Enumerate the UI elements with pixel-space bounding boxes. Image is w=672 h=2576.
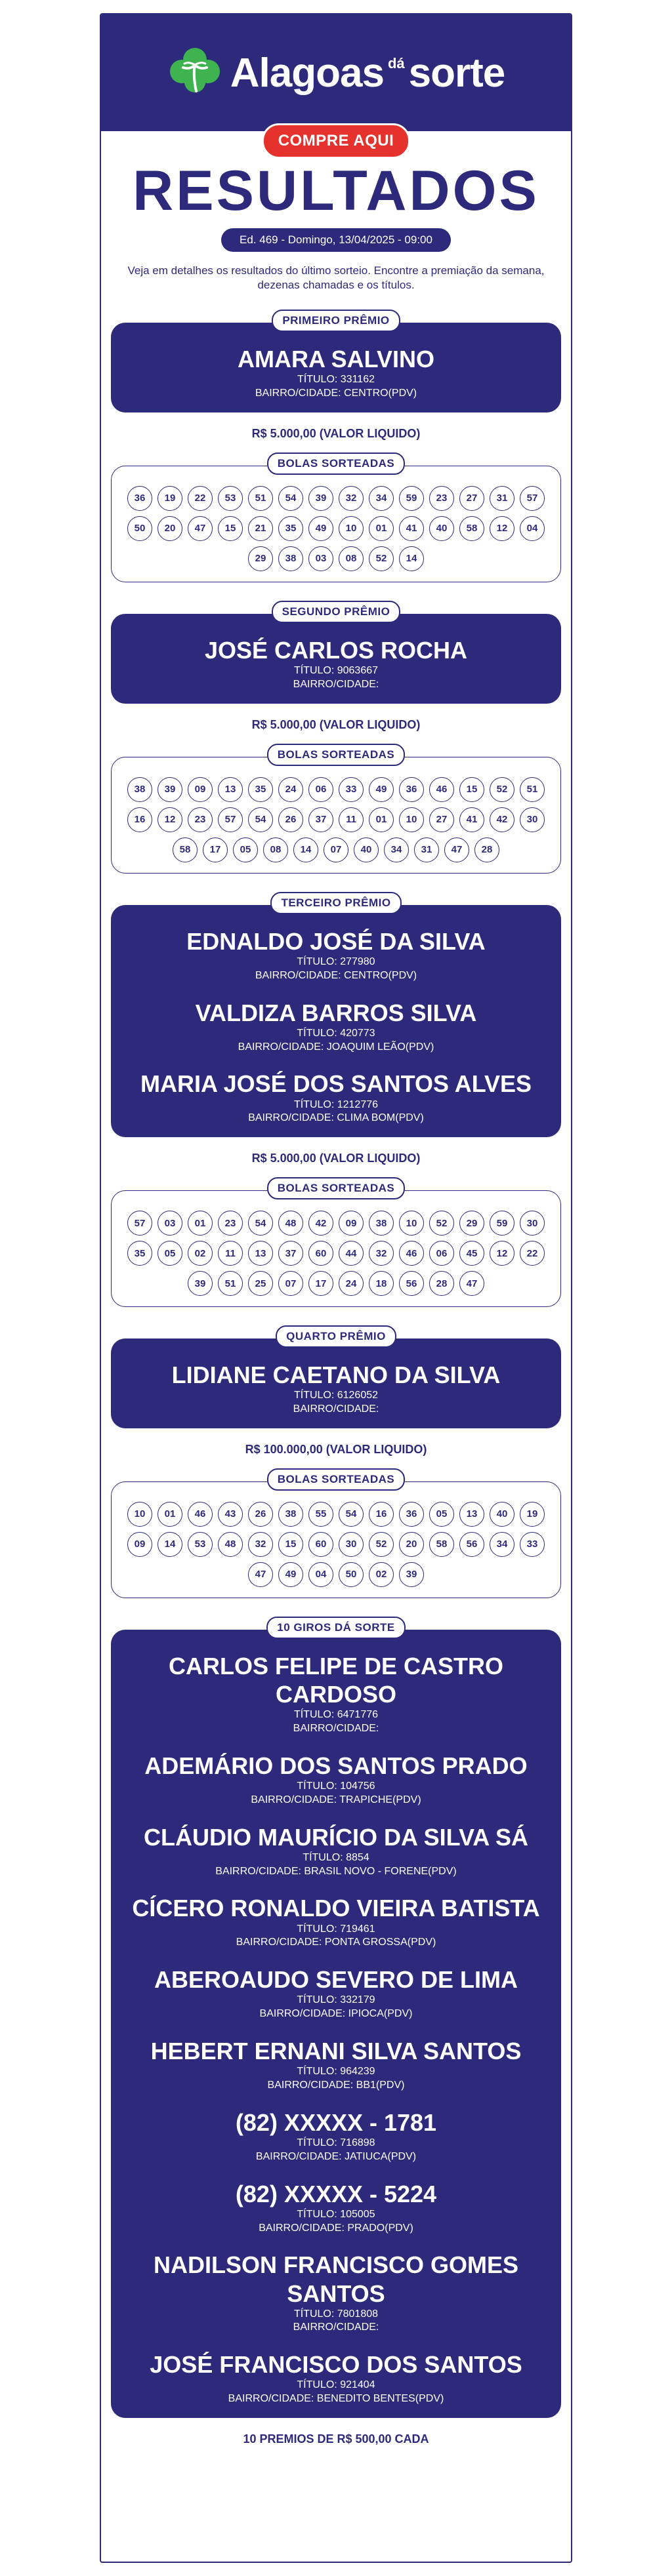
winner-titulo: TÍTULO: 921404 [297, 2379, 375, 2391]
ball: 60 [308, 1532, 333, 1557]
ball: 39 [399, 1562, 424, 1587]
winner-bairro: BAIRRO/CIDADE: BRASIL NOVO - FORENE(PDV) [215, 1865, 457, 1877]
ball: 30 [520, 807, 545, 832]
ball: 45 [459, 1241, 484, 1266]
drawn-balls-box [111, 1481, 561, 1598]
winner-bairro: BAIRRO/CIDADE: PRADO(PDV) [259, 2222, 413, 2234]
ball: 22 [188, 486, 213, 511]
winner-bairro: BAIRRO/CIDADE: [293, 1403, 379, 1415]
ball: 24 [278, 777, 303, 802]
prize-section [111, 601, 561, 892]
winner-titulo: TÍTULO: 6126052 [293, 1390, 379, 1401]
giros-footer: 10 PREMIOS DE R$ 500,00 CADA [243, 2432, 429, 2446]
ball: 48 [278, 1211, 303, 1236]
ball: 33 [339, 777, 364, 802]
ball: 22 [520, 1241, 545, 1266]
ball: 10 [399, 807, 424, 832]
winner-entry [117, 2108, 555, 2164]
ball: 46 [429, 777, 454, 802]
winner-bairro: BAIRRO/CIDADE: TRAPICHE(PDV) [251, 1794, 421, 1805]
ball: 17 [308, 1271, 333, 1296]
ball: 40 [429, 516, 454, 541]
ball: 46 [399, 1241, 424, 1266]
ball: 32 [369, 1241, 394, 1266]
ball: 51 [218, 1271, 243, 1296]
drawn-balls-box [111, 757, 561, 874]
ball: 54 [248, 1211, 273, 1236]
ball: 58 [173, 837, 198, 862]
winner-bairro: BAIRRO/CIDADE: IPIOCA(PDV) [259, 2008, 413, 2020]
giros-section [111, 1617, 561, 2446]
ball: 36 [399, 777, 424, 802]
ball: 05 [158, 1241, 182, 1266]
ball: 41 [459, 807, 484, 832]
ball: 43 [218, 1502, 243, 1527]
winner-bairro: BAIRRO/CIDADE: JATIUCA(PDV) [255, 2150, 417, 2162]
ball: 55 [308, 1502, 333, 1527]
ball: 12 [158, 807, 182, 832]
ball: 54 [248, 807, 273, 832]
ball: 20 [158, 516, 182, 541]
ball: 09 [188, 777, 213, 802]
ball: 54 [339, 1502, 364, 1527]
ball: 14 [399, 546, 424, 571]
winner-name: CÍCERO RONALDO VIEIRA BATISTA [132, 1895, 540, 1922]
winner-entry [117, 2037, 555, 2093]
winner-titulo: TÍTULO: 420773 [297, 1027, 375, 1039]
ball: 31 [490, 486, 514, 511]
winner-entry [117, 927, 555, 983]
ball: 20 [399, 1532, 424, 1557]
winner-bairro: BAIRRO/CIDADE: BB1(PDV) [267, 2079, 405, 2091]
winner-entry [117, 1070, 555, 1125]
balls-label: BOLAS SORTEADAS [267, 744, 405, 766]
ball: 01 [369, 516, 394, 541]
winner-bairro: BAIRRO/CIDADE: [293, 1723, 379, 1735]
winner-name: (82) XXXXX - 1781 [235, 2108, 437, 2136]
ball: 15 [278, 1532, 303, 1557]
ball: 28 [474, 837, 499, 862]
ball: 47 [248, 1562, 273, 1587]
edition-badge: Ed. 469 - Domingo, 13/04/2025 - 09:00 [221, 228, 451, 252]
winner-titulo: TÍTULO: 1212776 [293, 1098, 379, 1110]
prize-value: R$ 5.000,00 (VALOR LIQUIDO) [251, 717, 421, 731]
balls-grid [123, 1502, 549, 1587]
winner-name: CARLOS FELIPE DE CASTRO CARDOSO [168, 1652, 504, 1708]
ball: 30 [339, 1532, 364, 1557]
prize-label: TERCEIRO PRÊMIO [270, 892, 401, 914]
ball: 54 [278, 486, 303, 511]
winner-name: AMARA SALVINO [238, 346, 434, 373]
winner-entry [117, 1361, 555, 1417]
winners-box [111, 614, 561, 704]
winner-name: ADEMÁRIO DOS SANTOS PRADO [144, 1752, 528, 1779]
ball: 09 [127, 1532, 152, 1557]
winner-titulo: TÍTULO: 104756 [297, 1781, 375, 1792]
ball: 37 [278, 1241, 303, 1266]
winner-name: MARIA JOSÉ DOS SANTOS ALVES [140, 1070, 532, 1098]
prize-value: R$ 5.000,00 (VALOR LIQUIDO) [251, 426, 421, 440]
ball: 12 [490, 1241, 514, 1266]
site-header [101, 14, 571, 131]
balls-grid [123, 1211, 549, 1296]
ball: 39 [188, 1271, 213, 1296]
ball: 23 [188, 807, 213, 832]
ball: 39 [158, 777, 182, 802]
ball: 59 [399, 486, 424, 511]
winner-entry [117, 1652, 555, 1736]
clover-palm-icon [167, 45, 222, 100]
ball: 06 [308, 777, 333, 802]
ball: 07 [278, 1271, 303, 1296]
ball: 38 [127, 777, 152, 802]
winner-bairro: BAIRRO/CIDADE: JOAQUIM LEÃO(PDV) [238, 1041, 434, 1053]
winner-titulo: TÍTULO: 105005 [297, 2208, 375, 2220]
ball: 27 [459, 486, 484, 511]
balls-label: BOLAS SORTEADAS [267, 1177, 405, 1199]
ball: 10 [127, 1502, 152, 1527]
ball: 47 [188, 516, 213, 541]
ball: 57 [520, 486, 545, 511]
ball: 60 [308, 1241, 333, 1266]
ball: 09 [339, 1211, 364, 1236]
ball: 26 [248, 1502, 273, 1527]
winner-name: CLÁUDIO MAURÍCIO DA SILVA SÁ [144, 1823, 528, 1851]
winner-titulo: TÍTULO: 277980 [297, 956, 375, 967]
ball: 14 [293, 837, 318, 862]
winner-name: (82) XXXXX - 5224 [235, 2180, 437, 2207]
ball: 02 [188, 1241, 213, 1266]
ball: 15 [218, 516, 243, 541]
ball: 16 [127, 807, 152, 832]
ball: 03 [158, 1211, 182, 1236]
ball: 13 [459, 1502, 484, 1527]
ball: 35 [127, 1241, 152, 1266]
ball: 33 [520, 1532, 545, 1557]
ball: 11 [339, 807, 364, 832]
ball: 02 [369, 1562, 394, 1587]
winner-titulo: TÍTULO: 964239 [297, 2066, 375, 2078]
brand-name-da: dá [387, 55, 405, 71]
ball: 32 [248, 1532, 273, 1557]
ball: 13 [218, 777, 243, 802]
results-page [100, 13, 572, 2563]
balls-grid [123, 777, 549, 862]
ball: 38 [369, 1211, 394, 1236]
ball: 39 [308, 486, 333, 511]
drawn-balls-box [111, 1190, 561, 1307]
ball: 29 [248, 546, 273, 571]
ball: 46 [188, 1502, 213, 1527]
ball: 07 [324, 837, 348, 862]
ball: 49 [369, 777, 394, 802]
winner-entry [117, 1752, 555, 1807]
ball: 19 [520, 1502, 545, 1527]
ball: 36 [399, 1502, 424, 1527]
ball: 56 [459, 1532, 484, 1557]
ball: 01 [369, 807, 394, 832]
page-title: RESULTADOS [133, 159, 539, 222]
ball: 24 [339, 1271, 364, 1296]
ball: 48 [218, 1532, 243, 1557]
intro-text: Veja em detalhes os resultados do último sorteio. Encontre a premiação da semana, dezenas chamadas e os títulos. [127, 264, 545, 292]
ball: 17 [203, 837, 228, 862]
ball: 38 [278, 1502, 303, 1527]
prize-section [111, 310, 561, 601]
prize-value: R$ 5.000,00 (VALOR LIQUIDO) [251, 1152, 421, 1165]
ball: 03 [308, 546, 333, 571]
winners-box [111, 323, 561, 413]
ball: 51 [520, 777, 545, 802]
winners-box [111, 905, 561, 1137]
giros-label: 10 GIROS DÁ SORTE [266, 1617, 405, 1639]
ball: 29 [459, 1211, 484, 1236]
balls-label: BOLAS SORTEADAS [267, 1468, 405, 1491]
winner-titulo: TÍTULO: 719461 [297, 1923, 375, 1935]
winner-entry [117, 999, 555, 1055]
buy-now-button[interactable]: COMPRE AQUI [262, 123, 411, 159]
winner-bairro: BAIRRO/CIDADE: BENEDITO BENTES(PDV) [228, 2393, 444, 2405]
ball: 53 [188, 1532, 213, 1557]
ball: 52 [369, 546, 394, 571]
winner-entry [117, 345, 555, 401]
ball: 32 [339, 486, 364, 511]
ball: 50 [339, 1562, 364, 1587]
ball: 47 [444, 837, 469, 862]
ball: 57 [218, 807, 243, 832]
ball: 23 [429, 486, 454, 511]
ball: 56 [399, 1271, 424, 1296]
brand-name-main: Alagoas [230, 50, 384, 96]
ball: 42 [308, 1211, 333, 1236]
winner-titulo: TÍTULO: 716898 [297, 2137, 375, 2148]
ball: 25 [248, 1271, 273, 1296]
ball: 37 [308, 807, 333, 832]
ball: 04 [520, 516, 545, 541]
ball: 52 [490, 777, 514, 802]
ball: 34 [490, 1532, 514, 1557]
winner-titulo: TÍTULO: 9063667 [293, 665, 379, 677]
winner-entry [117, 2180, 555, 2236]
ball: 04 [308, 1562, 333, 1587]
ball: 40 [354, 837, 379, 862]
winner-entry [117, 1894, 555, 1950]
ball: 01 [188, 1211, 213, 1236]
winner-titulo: TÍTULO: 8854 [303, 1851, 369, 1863]
prize-label: QUARTO PRÊMIO [276, 1325, 396, 1348]
prize-label: PRIMEIRO PRÊMIO [272, 310, 400, 332]
winner-entry [117, 1965, 555, 2021]
ball: 19 [158, 486, 182, 511]
winner-entry [117, 2350, 555, 2406]
winner-name: NADILSON FRANCISCO GOMES SANTOS [153, 2251, 518, 2307]
ball: 38 [278, 546, 303, 571]
prize-label: SEGUNDO PRÊMIO [272, 601, 401, 623]
brand-logo[interactable] [167, 45, 505, 100]
ball: 26 [278, 807, 303, 832]
prize-section [111, 892, 561, 1325]
ball: 59 [490, 1211, 514, 1236]
ball: 57 [127, 1211, 152, 1236]
winner-titulo: TÍTULO: 7801808 [293, 2308, 379, 2320]
ball: 01 [158, 1502, 182, 1527]
ball: 58 [429, 1532, 454, 1557]
ball: 23 [218, 1211, 243, 1236]
winner-name: VALDIZA BARROS SILVA [195, 999, 477, 1026]
ball: 40 [490, 1502, 514, 1527]
winner-name: EDNALDO JOSÉ DA SILVA [186, 927, 486, 955]
winners-box [111, 1338, 561, 1428]
ball: 36 [127, 486, 152, 511]
ball: 05 [233, 837, 258, 862]
ball: 50 [127, 516, 152, 541]
ball: 08 [263, 837, 288, 862]
winner-entry [117, 636, 555, 692]
ball: 30 [520, 1211, 545, 1236]
winner-bairro: BAIRRO/CIDADE: CLIMA BOM(PDV) [248, 1112, 424, 1124]
draws-list [101, 310, 571, 1617]
winner-name: ABEROAUDO SEVERO DE LIMA [154, 1966, 518, 1994]
ball: 35 [248, 777, 273, 802]
winner-bairro: BAIRRO/CIDADE: CENTRO(PDV) [255, 969, 417, 981]
winner-entry [117, 2251, 555, 2335]
giros-winners-box [111, 1630, 561, 2418]
winner-bairro: BAIRRO/CIDADE: [293, 2322, 379, 2333]
ball: 44 [339, 1241, 364, 1266]
brand-name-end: sorte [408, 50, 505, 96]
winner-titulo: TÍTULO: 332179 [297, 1994, 375, 2006]
winner-name: HEBERT ERNANI SILVA SANTOS [150, 2037, 522, 2064]
ball: 34 [384, 837, 409, 862]
ball: 58 [459, 516, 484, 541]
winner-titulo: TÍTULO: 331162 [297, 374, 375, 386]
ball: 52 [369, 1532, 394, 1557]
ball: 12 [490, 516, 514, 541]
ball: 15 [459, 777, 484, 802]
winner-bairro: BAIRRO/CIDADE: CENTRO(PDV) [255, 388, 417, 399]
winner-bairro: BAIRRO/CIDADE: [293, 678, 379, 690]
ball: 51 [248, 486, 273, 511]
ball: 47 [459, 1271, 484, 1296]
ball: 49 [278, 1562, 303, 1587]
winner-bairro: BAIRRO/CIDADE: PONTA GROSSA(PDV) [236, 1937, 436, 1948]
ball: 34 [369, 486, 394, 511]
winner-entry [117, 1823, 555, 1879]
winner-name: JOSÉ CARLOS ROCHA [204, 636, 468, 664]
prize-section [111, 1325, 561, 1617]
ball: 28 [429, 1271, 454, 1296]
ball: 42 [490, 807, 514, 832]
ball: 10 [339, 516, 364, 541]
balls-grid [123, 486, 549, 571]
ball: 11 [218, 1241, 243, 1266]
winner-name: LIDIANE CAETANO DA SILVA [171, 1361, 501, 1389]
balls-label: BOLAS SORTEADAS [267, 453, 405, 475]
ball: 14 [158, 1532, 182, 1557]
ball: 41 [399, 516, 424, 541]
ball: 08 [339, 546, 364, 571]
ball: 13 [248, 1241, 273, 1266]
ball: 06 [429, 1241, 454, 1266]
ball: 53 [218, 486, 243, 511]
ball: 10 [399, 1211, 424, 1236]
ball: 21 [248, 516, 273, 541]
drawn-balls-box [111, 466, 561, 582]
winner-titulo: TÍTULO: 6471776 [293, 1709, 379, 1721]
winner-name: JOSÉ FRANCISCO DOS SANTOS [150, 2351, 522, 2379]
ball: 16 [369, 1502, 394, 1527]
ball: 52 [429, 1211, 454, 1236]
ball: 27 [429, 807, 454, 832]
ball: 05 [429, 1502, 454, 1527]
ball: 49 [308, 516, 333, 541]
ball: 18 [369, 1271, 394, 1296]
ball: 31 [414, 837, 439, 862]
prize-value: R$ 100.000,00 (VALOR LIQUIDO) [245, 1442, 427, 1456]
ball: 35 [278, 516, 303, 541]
